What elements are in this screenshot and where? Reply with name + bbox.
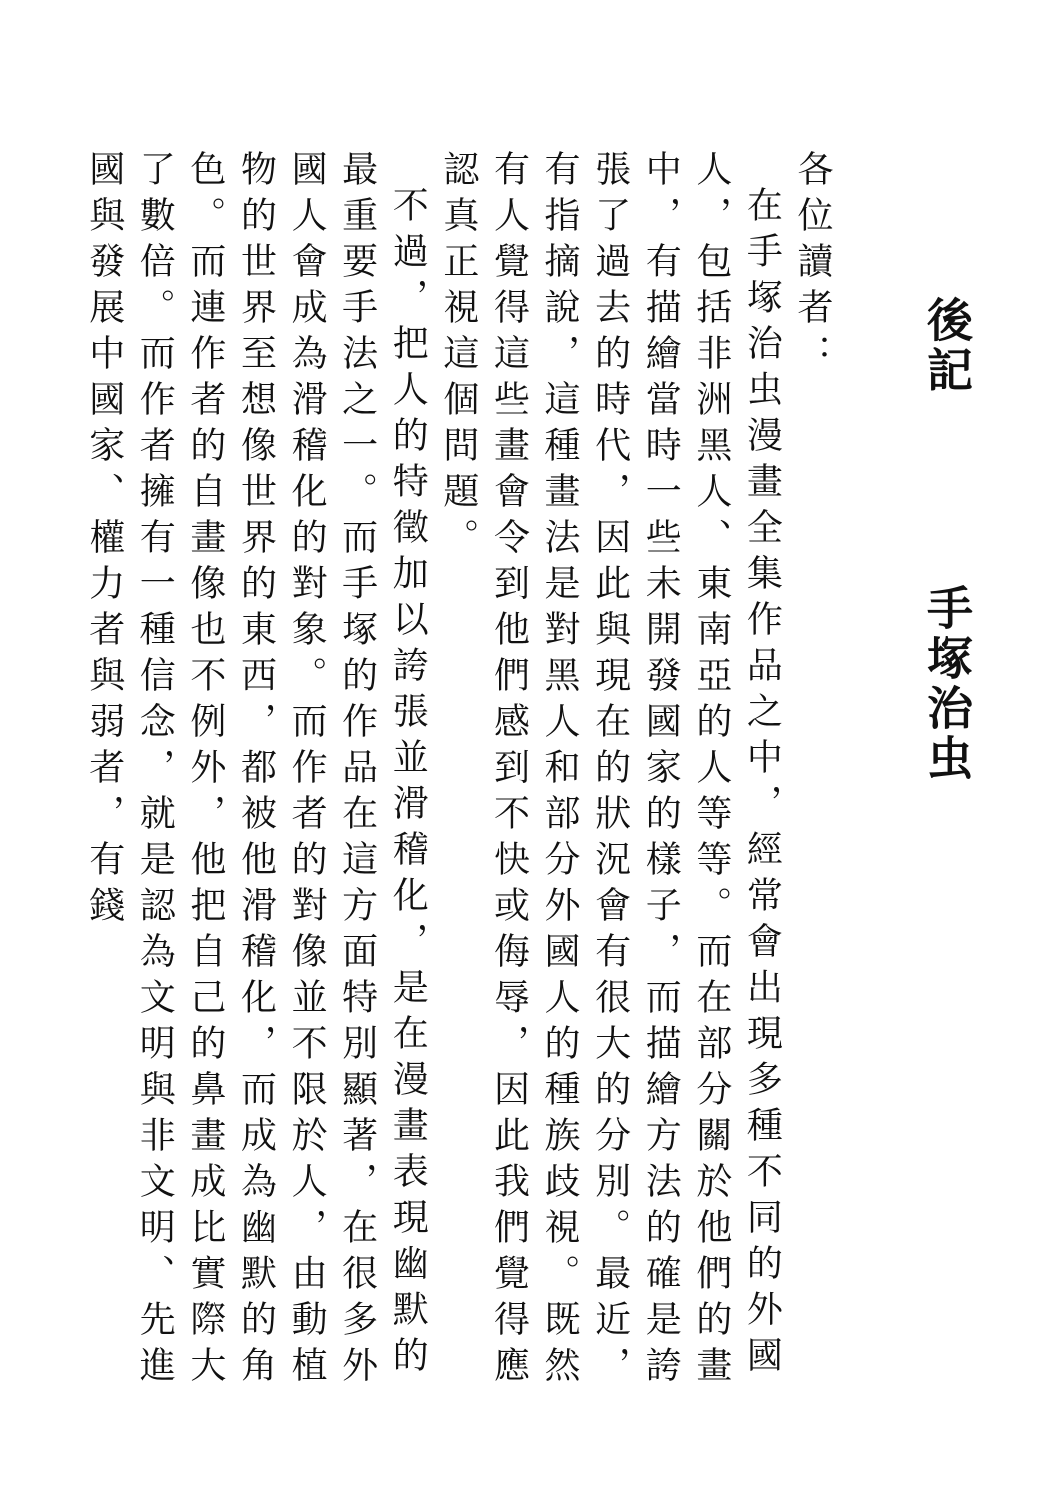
title-block xyxy=(917,296,977,816)
body-text xyxy=(83,150,837,1400)
paragraph-2: 不過，把人的特徵加以誇張並滑稽化，是在漫畫表現幽默的最重要手法之一。而手塚的作品在這方面特別顯著，在很多外國人會成為滑稽化的對象。而作者的對像並不限於人，由動植物的世界至想像世界的東西，都被他滑稽化，而成為幽默的角色。而連作者的自畫像也不例外，他把自己的鼻畫成比實際大了數倍。而作者擁有一種信念，就是認為文明與非文明、先進國與發展中國家、權力者與弱者，有錢 xyxy=(83,150,429,1392)
salutation: 各位讀者： xyxy=(792,150,833,380)
author-name: 手塚治虫 xyxy=(920,584,974,785)
page-title: 後記 xyxy=(920,296,974,396)
paragraph-1: 在手塚治虫漫畫全集作品之中，經常會出現多種不同的外國人，包括非洲黑人、東南亞的人等等。而在部分關於他們的畫中，有描繪當時一些未開發國家的樣子，而描繪方法的確是誇張了過去的時代，因此與現在的狀況會有很大的分別。最近，有指摘說，這種畫法是對黑人和部分外國人的種族歧視。既然有人覺得這些畫會令到他們感到不快或侮辱，因此我們覺得應認真正視這個問題。 xyxy=(437,150,783,1392)
